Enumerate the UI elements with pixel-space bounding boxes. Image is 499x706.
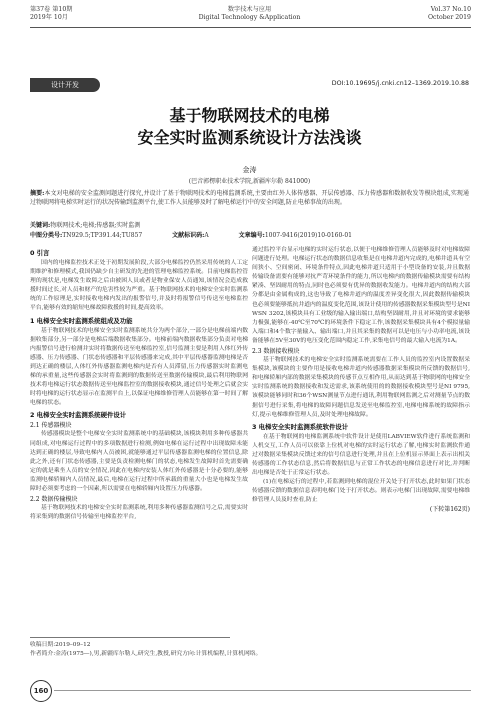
section-banner: 设计开发	[30, 78, 100, 92]
received-label: 收稿日期:	[30, 642, 56, 648]
header-journal-cn: 数字技术与应用	[227, 6, 272, 13]
subsection-heading-sensor: 2.1 传感器模块	[30, 422, 72, 430]
header-center	[0, 6, 499, 22]
author-info-label: 作者简介:	[30, 651, 56, 657]
paragraph: 国内的电梯监控技术正处于初期发展阶段,大部分电梯监控仍然采用传统的人工定期维护和修理模式,我国仍缺少自主研发的先进的管理电梯监控系统。目前电梯监控管理的现状是,电梯发生故障之后由被困人员或者是物业保安人员通知,该情况会造成救援时间过长,对人员和财产的危害性较为严重。基于物联网技术的电梯安全实时监测系统的工作原理是,实时接收电梯内发出的报警信号,并及时将报警信号传送至电梯监控平台,能够有效的缩短电梯故障救援的时间,提高效率。	[30, 260, 248, 312]
doc-value: A	[204, 232, 209, 239]
header-issue-cn: 第37卷 第10期	[30, 6, 73, 13]
author-name: 金涛	[242, 166, 257, 174]
clc-value: TN929.5;TP391.44;TU857	[62, 232, 143, 239]
section-heading-system: 1 电梯安全实时监测系统组成及功能	[30, 316, 133, 325]
doi: DOI:10.19695/j.cnki.cn12–1369.2019.10.88	[331, 80, 469, 87]
paragraph: 通过监控平台显示电梯的实时运行状态,以便于电梯维修管理人员能够及时对电梯故障问题进行处理。电梯运行状态的数据信息收集是在电梯井道内完成的,电梯井道具有空间狭小、空间密闭、环境条件特点,因此电梯井道只适用于小型设备的安装,并且数据传输设备需要有能够对抗严苛环境条件的能力,所以电梯内的数据传输模块需要有结构紧凑、坚固耐用的特点,同时也必须要有优异的数据收发能力。电梯井道内的结构大部分都是由金属构成的,这也导致了电梯井道内的温度差异变化很大,因此数据传输模块也必须要能够抵抗井道内的温度变化范围,该设计使用的传感器数据采集模块型号是NI WSN 3202,该模块具有工业级的输入输出端口,结构坚固耐用,并且对环境的要求能够力极强,能够在-40℃至70℃的环境条件下稳定工作,该数据采集模块具有4个模拟量输入端口和4个数字量输入、输出端口,并且其采集的数据可以是电压与小功率电流,该设备能够在5V至30V的电压变化范围内稳定工作,采集电信号的最大输入电流为1A。	[252, 247, 470, 344]
paragraph: (1)在电梯运行的过程中,若监测到电梯的混位开关处于打开状态,此时如果门状态传感器反馈的数据信息表明电梯门处于打开状态。则表示电梯门出现故障,需要电梯维修管理人员及时查看,防止	[252, 479, 470, 504]
classification-row	[30, 232, 469, 240]
paragraph: 在基于物联网的电梯监测系统中软件设计是使用LABVIEW软件进行系统监测和人机交互,工作人员可以依靠上位机对电梯的实时运行状态了解,电梯实时监测软件通过对数据采集模块反馈过来的信号信息进行处理,并且在上位机显示界面上表示出相关传感器的工作状态信息,然后将数据信息与正常工作状态的电梯信息进行对比,并判断出电梯是否处于正常运行状态。	[252, 433, 470, 477]
paragraph: 基于物联网技术的电梯安全实时监测系统,利用多种传感器监测信号之后,需要实时将采集到的数据信号传输至电梯监控平台,	[30, 505, 248, 521]
abstract-text: 本文对电梯的安全监测问题进行探究,并设计了基于物联网技术的电梯监测系统,主要由红外人体传感器、开层传感器、压力传感器和数据收发等模块组成,实现通过物联网将电梯实时运行的状况传输到监测平台,使工作人员能够及时了解电梯运行中的安全问题,防止电梯事故的出现。	[30, 190, 469, 206]
article-number	[239, 232, 352, 239]
section-heading-intro: 0 引言	[30, 249, 50, 257]
doc-label: 文献标识码:	[172, 232, 205, 239]
continued-note: (下转第162页)	[429, 506, 470, 514]
author-affiliation: (巴音郭楞职业技术学院,新疆库尔勒 841000)	[188, 178, 311, 185]
right-column	[252, 246, 470, 515]
footnote-received	[30, 641, 90, 649]
article-value: 1007-9416(2019)10-0160-01	[264, 232, 352, 239]
header-divider	[30, 27, 471, 28]
header-date-en: October 2019	[427, 14, 471, 21]
footnote-divider	[30, 637, 230, 638]
left-column	[30, 246, 248, 522]
author-info: 金涛(1975—),男,新疆库尔勒人,研究生,教授,研究方向:计算机编程,计算机网络。	[55, 651, 262, 657]
footnote-author	[30, 650, 261, 658]
article-title-line-2: 安全实时监测系统设计方法浅谈	[137, 128, 362, 147]
header-right	[428, 6, 471, 22]
keywords-text: 物联网技术;电梯;传感器;实时监测	[50, 222, 141, 229]
page-number: 160	[30, 680, 52, 702]
clc-label: 中图分类号:	[30, 232, 63, 239]
header-vol-en: Vol.37 No.10	[430, 6, 471, 13]
keywords	[30, 222, 469, 230]
paragraph: 传感器模块是整个电梯安全实时监测系统中的基础模块,该模块利用多种传感器共同组成,对电梯运行过程中的多项数据进行检测,例如电梯在运行过程中出现故障未能达到正确的楼层,导致电梯内人员被困,就能够通过平层传感器监测电梯的位置信息,除此之外,还有门状态传感器,主要是负责检测电梯门的状态,电梯发生故障时首先需要确定的就是乘坐人员的安全情况,因此在电梯内安装人体红外传感器是十分必要的,能够监测电梯轿厢内人员情况,最后,电梯在运行过程中所承载的重量大小也是电梯发生故障时必须要考虑的一个因素,所以需要在电梯轿厢内设置压力传感器。	[30, 431, 248, 492]
header-date-cn: 2019年 10月	[30, 14, 68, 21]
article-label: 文章编号:	[238, 232, 265, 239]
paragraph: 基于物联网技术的电梯安全实时监测系统需要在工作人员的监控室内设置数据采集模块,该模块的主要作用是接收电梯井道内传感器数据采集模块所反馈的数据信号,和电梯轿厢内部的数据采集模块的传感节点互相作用,从而达到基于物联网的电梯安全实时监测系统的数据接收和发送需求,该系统使用的的数据接收模块型号是NI 9795,该模块能够同时和36个WSN测量节点进行通讯,利用物联网监测之后对测量节点的数据信号进行采集,将电梯的故障问题信息发送至电梯监控室,电梯电梯系统的故障指示灯,提示电梯维修管理人员,及时处理电梯故障。	[252, 357, 470, 418]
header-journal-en: Digital Technology &Application	[198, 14, 301, 21]
subsection-heading-transmission: 2.2 数据传输模块	[30, 496, 78, 504]
keywords-label: 关键词:	[30, 222, 51, 229]
page-footer-line	[54, 690, 471, 691]
paragraph: 基于物联网技术的电梯安全实时监测系统共分为两个部分,一部分是电梯前端内数据收集部分,另一部分是电梯后端数据收集部分。电梯前端内数据收集部分负责对电梯内报警信号进行检测并实时将数据传送至电梯监控室,信号监测主要是利用人体红外传感器、压力传感器、门状态传感器和平层传感器来完成,其中平层传感器监测电梯是否到达正确的楼层,人体红外传感器监测电梯内是否有人员滞留,压力传感器实时监测电梯的承重量,这些传感器会实时将监测到的数据传送至数据传输模块,最后利用物联网技术将电梯运行状态数据传送至电梯监控室的数据接收模块,通过信号处理之后就会实时将电梯的运行状态显示在监测平台上,以保证电梯维修管理人员能够在第一时间了解电梯的状态。	[30, 327, 248, 407]
clc-number	[30, 232, 142, 239]
article-title-line-1: 基于物联网技术的电梯	[169, 106, 330, 125]
abstract-label: 摘要:	[30, 190, 45, 197]
abstract	[30, 190, 469, 207]
subsection-heading-receiver: 2.3 数据接收模块	[252, 348, 300, 356]
section-heading-software: 3 电梯安全实时监测系统软件设计	[252, 422, 349, 431]
section-heading-hardware: 2 电梯安全实时监测系统硬件设计	[30, 411, 127, 420]
received-date: 2019–09–12	[55, 642, 91, 648]
document-code	[172, 232, 209, 239]
